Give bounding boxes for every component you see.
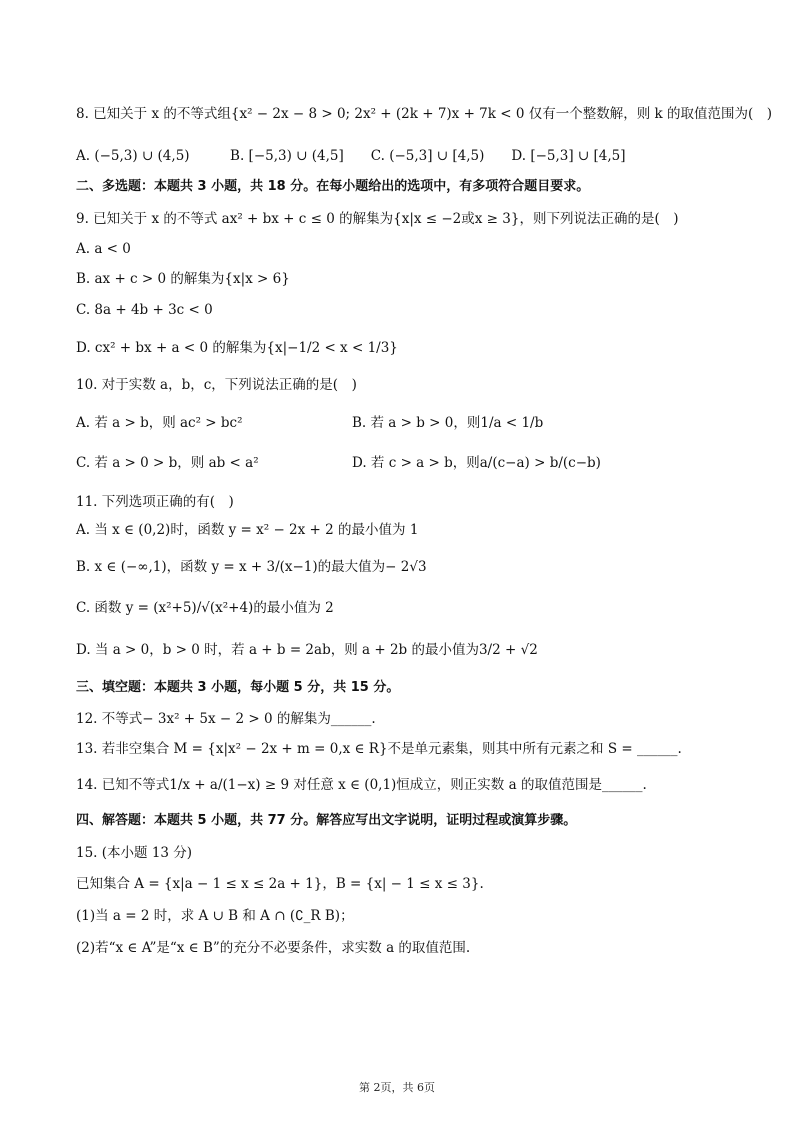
q9-option-c: C. 8a + 4b + 3c < 0 [76, 302, 213, 318]
q11-option-c: C. 函数 y = (x²+5)/√(x²+4)的最小值为 2 [76, 600, 334, 616]
section-solution-heading: 四、解答题：本题共 5 小题，共 77 分。解答应写出文字说明，证明过程或演算步骤。 [76, 813, 577, 828]
q10-option-c: C. 若 a > 0 > b，则 ab < a² [76, 455, 259, 471]
q15-given: 已知集合 A = {x|a − 1 ≤ x ≤ 2a + 1}，B = {x| − 1 ≤ x ≤ 3}. [76, 876, 484, 892]
q10-option-d: D. 若 c > a > b，则a/(c−a) > b/(c−b) [352, 455, 601, 471]
q8-options: A. (−5,3) ∪ (4,5) B. [−5,3) ∪ (4,5] C. (−5,3] ∪ [4,5) D. [−5,3] ∪ [4,5] [76, 148, 626, 164]
q11-option-d: D. 当 a > 0，b > 0 时，若 a + b = 2ab，则 a + 2b 的最小值为3/2 + √2 [76, 642, 538, 658]
page-footer: 第 2页，共 6页 [359, 1081, 435, 1094]
q15-part-2: (2)若“x ∈ A”是“x ∈ B”的充分不必要条件，求实数 a 的取值范围. [76, 940, 471, 956]
q15-part-1: (1)当 a = 2 时，求 A ∪ B 和 A ∩ (∁_R B)； [76, 908, 354, 924]
q8-stem: 8. 已知关于 x 的不等式组{x² − 2x − 8 > 0; 2x² + (2k + 7)x + 7k < 0 仅有一个整数解，则 k 的取值范围为( ) [76, 106, 773, 122]
q10-option-b: B. 若 a > b > 0，则1/a < 1/b [352, 415, 544, 431]
q10-stem: 10. 对于实数 a，b，c，下列说法正确的是( ) [76, 377, 357, 393]
q14-text: 14. 已知不等式1/x + a/(1−x) ≥ 9 对任意 x ∈ (0,1)恒成立，则正实数 a 的取值范围是______. [76, 777, 647, 793]
q11-stem: 11. 下列选项正确的有( ) [76, 494, 234, 510]
q13-text: 13. 若非空集合 M = {x|x² − 2x + m = 0,x ∈ R}不是单元素集，则其中所有元素之和 S = ______. [76, 741, 682, 757]
q11-option-a: A. 当 x ∈ (0,2)时，函数 y = x² − 2x + 2 的最小值为 1 [76, 522, 419, 538]
q11-option-b: B. x ∈ (−∞,1)，函数 y = x + 3/(x−1)的最大值为− 2√3 [76, 559, 427, 575]
q9-option-d: D. cx² + bx + a < 0 的解集为{x|−1/2 < x < 1/3} [76, 340, 398, 356]
q10-option-a: A. 若 a > b，则 ac² > bc² [76, 415, 243, 431]
section-multi-choice-heading: 二、多选题：本题共 3 小题，共 18 分。在每小题给出的选项中，有多项符合题目要求。 [76, 179, 590, 194]
q9-option-b: B. ax + c > 0 的解集为{x|x > 6} [76, 271, 290, 287]
section-fill-blank-heading: 三、填空题：本题共 3 小题，每小题 5 分，共 15 分。 [76, 680, 400, 695]
q12-text: 12. 不等式− 3x² + 5x − 2 > 0 的解集为______. [76, 711, 376, 727]
q9-stem: 9. 已知关于 x 的不等式 ax² + bx + c ≤ 0 的解集为{x|x ≤ −2或x ≥ 3}，则下列说法正确的是( ) [76, 211, 679, 227]
q9-option-a: A. a < 0 [76, 241, 131, 257]
q15-header: 15. (本小题 13 分) [76, 845, 193, 861]
